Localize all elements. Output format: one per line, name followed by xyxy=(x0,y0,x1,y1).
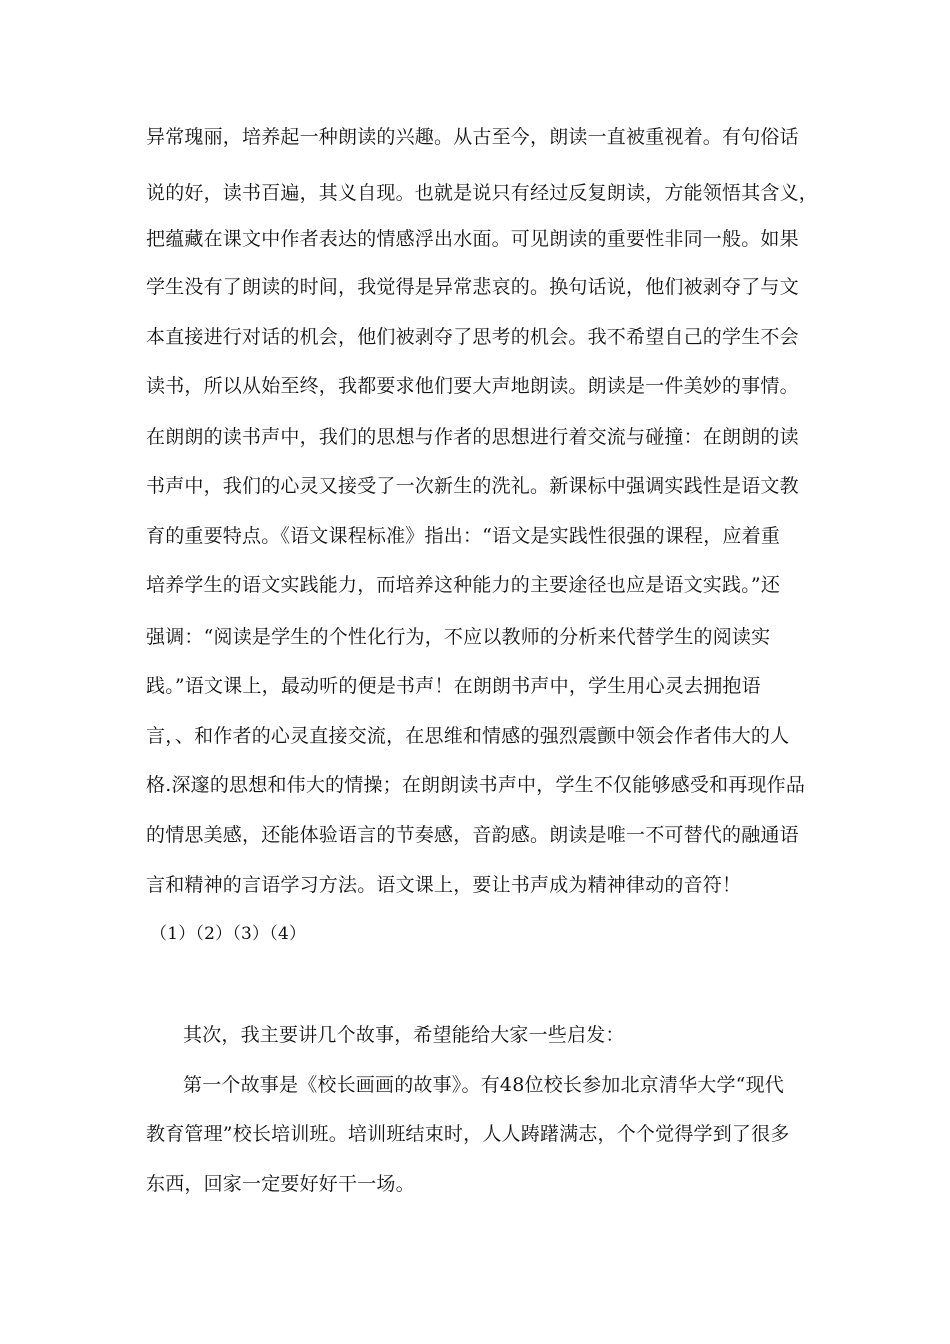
paragraph-line: 践。”语文课上，最动听的便是书声！在朗朗书声中，学生用心灵去拥抱语 xyxy=(146,675,761,697)
paragraph-line: 在朗朗的读书声中，我们的思想与作者的思想进行着交流与碰撞：在朗朗的读 xyxy=(146,426,799,448)
paragraph-line: 强调：“阅读是学生的个性化行为，不应以教师的分析来代替学生的阅读实 xyxy=(146,626,771,648)
paragraph-line: 把蕴藏在课文中作者表达的情感浮出水面。可见朗读的重要性非同一般。如果 xyxy=(146,228,799,250)
paragraph-line: 书声中，我们的心灵又接受了一次新生的洗礼。新课标中强调实践性是语文教 xyxy=(146,475,799,497)
paragraph-line: 言和精神的言语学习方法。语文课上，要让书声成为精神律动的音符！ xyxy=(146,874,742,896)
paragraph-line: 说的好，读书百遍，其义自现。也就是说只有经过反复朗读，方能领悟其含义， xyxy=(146,182,819,204)
paragraph-line: 本直接进行对话的机会，他们被剥夺了思考的机会。我不希望自己的学生不会 xyxy=(146,326,799,348)
paragraph-line: 教育管理”校长培训班。培训班结束时，人人踌躇满志，个个觉得学到了很多 xyxy=(146,1123,790,1145)
paragraph-line: 言，、和作者的心灵直接交流，在思维和情感的强烈震颤中领会作者伟大的人 xyxy=(146,725,790,747)
paragraph-line: 其次，我主要讲几个故事，希望能给大家一些启发： xyxy=(183,1024,625,1046)
paragraph-line: 培养学生的语文实践能力，而培养这种能力的主要途径也应是语文实践。”还 xyxy=(146,574,781,596)
paragraph-line: 读书，所以从始至终，我都要求他们要大声地朗读。朗读是一件美妙的事情。 xyxy=(146,375,799,397)
paragraph-line: 学生没有了朗读的时间，我觉得是异常悲哀的。换句话说，他们被剥夺了与文 xyxy=(146,276,799,298)
paragraph-line: 第一个故事是《校长画画的故事》。有48位校长参加北京清华大学“现代 xyxy=(183,1074,784,1096)
paragraph-line: 东西，回家一定要好好干一场。 xyxy=(146,1173,415,1195)
section-markers: （1）（2）（3）（4） xyxy=(150,924,307,944)
paragraph-line: 的情思美感，还能体验语言的节奏感，音韵感。朗读是唯一不可替代的融通语 xyxy=(146,824,799,846)
paragraph-line: 格.深邃的思想和伟大的情操；在朗朗读书声中，学生不仅能够感受和再现作品 xyxy=(146,774,806,796)
paragraph-line: 育的重要特点。《语文课程标准》指出：“语文是实践性很强的课程，应着重 xyxy=(146,525,781,547)
paragraph-line: 异常瑰丽，培养起一种朗读的兴趣。从古至今，朗读一直被重视着。有句俗话 xyxy=(146,126,799,148)
